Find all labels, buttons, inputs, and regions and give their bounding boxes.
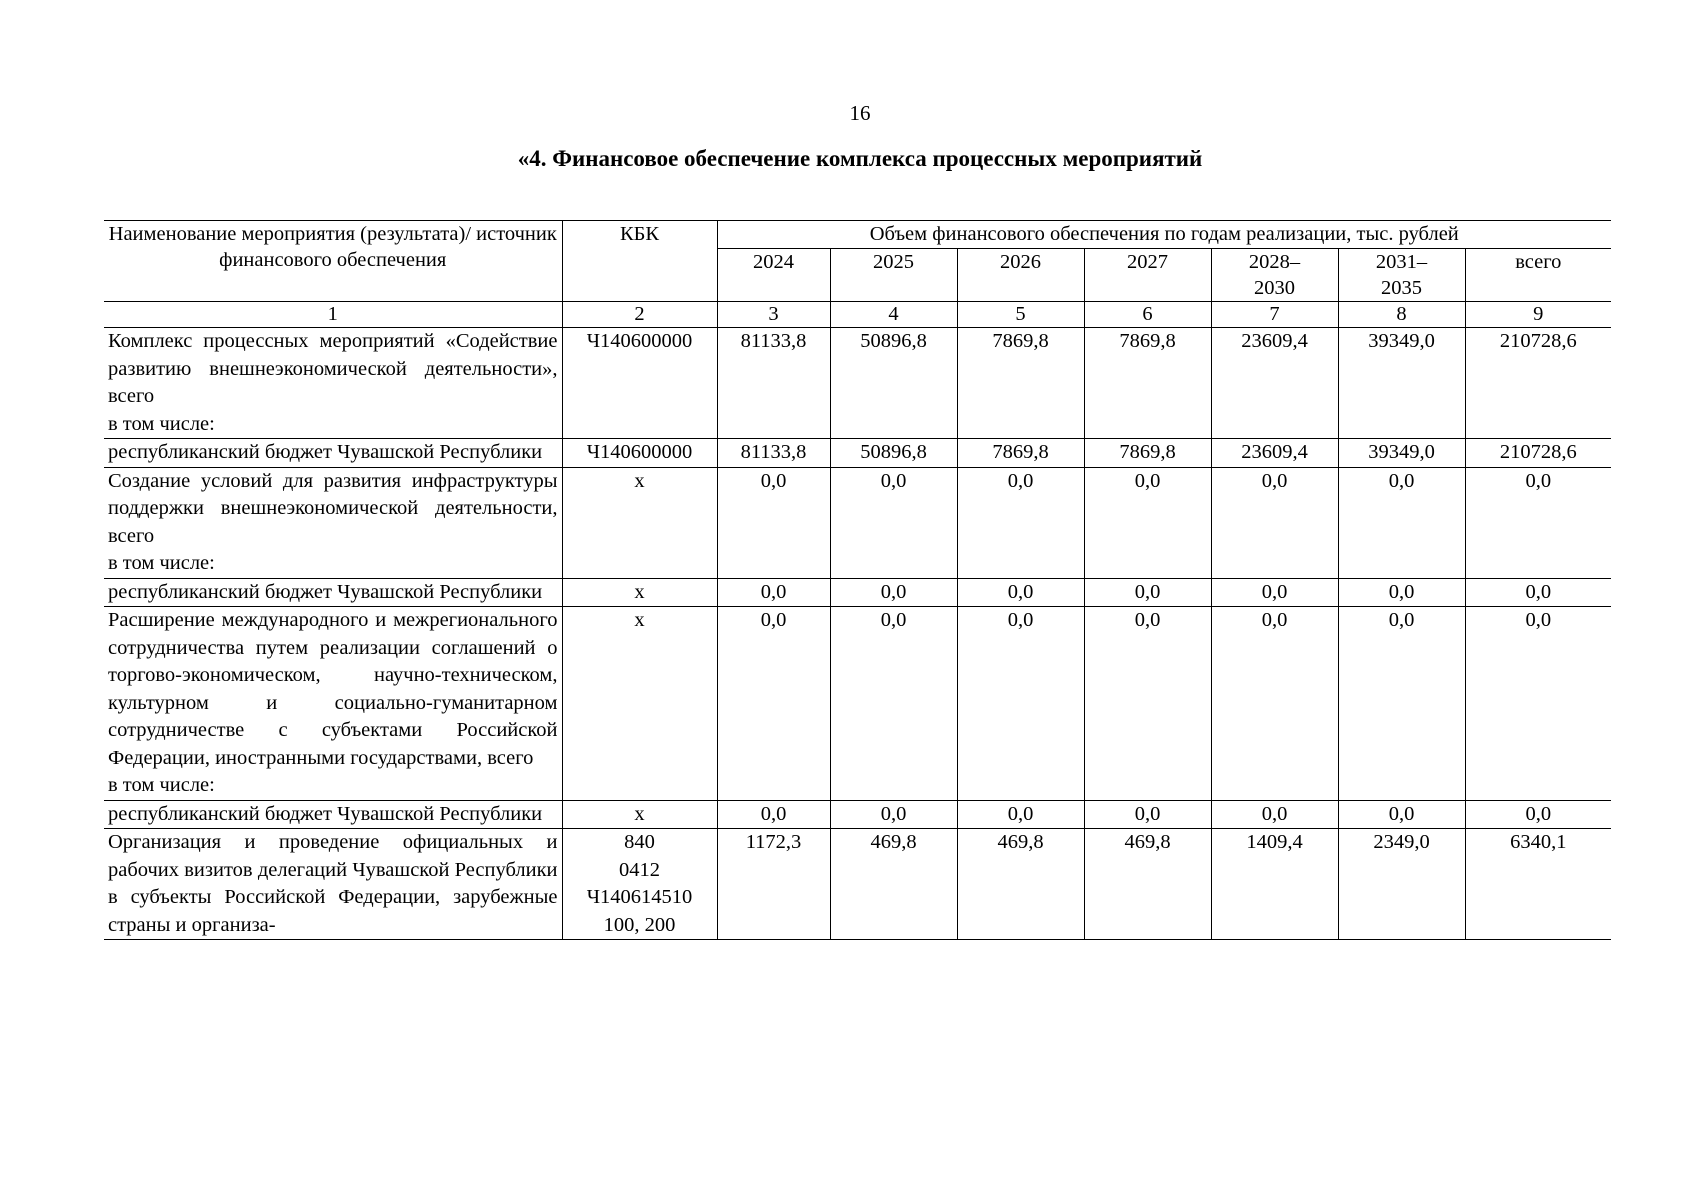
table-row: [104, 578, 1611, 607]
row-kbk: х: [634, 609, 645, 631]
row-value: 81133,8: [717, 439, 830, 468]
row-name: республиканский бюджет Чувашской Республики: [108, 580, 543, 603]
header-total: всего: [1465, 249, 1611, 302]
row-value: 50896,8: [830, 439, 957, 468]
row-kbk-cell: [562, 800, 717, 829]
row-total: 0,0: [1465, 578, 1611, 607]
row-subnote: в том числе:: [108, 552, 215, 574]
row-value: 0,0: [830, 607, 957, 801]
header-year: 2026: [957, 249, 1084, 302]
row-value: 0,0: [957, 467, 1084, 578]
row-value: 7869,8: [1084, 439, 1211, 468]
row-value: 1172,3: [717, 829, 830, 940]
row-value: 7869,8: [1084, 328, 1211, 439]
row-value: 0,0: [1211, 607, 1338, 801]
row-value: 0,0: [1211, 800, 1338, 829]
row-value: 0,0: [830, 578, 957, 607]
row-value: 39349,0: [1338, 439, 1465, 468]
row-kbk: 840: [624, 831, 655, 853]
header-year: 2025: [830, 249, 957, 302]
row-kbk: х: [634, 469, 645, 492]
row-name-cell: [104, 578, 562, 607]
row-total: 210728,6: [1465, 439, 1611, 468]
row-value: 0,0: [1084, 578, 1211, 607]
row-kbk: Ч140600000: [586, 330, 693, 352]
row-value: 1409,4: [1211, 829, 1338, 940]
row-kbk: Ч140614510: [586, 886, 693, 908]
row-subnote: в том числе:: [108, 774, 215, 796]
column-number: 5: [957, 302, 1084, 328]
column-number: 8: [1338, 302, 1465, 328]
column-number: 2: [562, 302, 717, 328]
row-value: 0,0: [957, 578, 1084, 607]
table-row: [104, 607, 1611, 801]
row-kbk-cell: [562, 467, 717, 578]
row-kbk-cell: [562, 328, 717, 439]
row-total: 0,0: [1465, 607, 1611, 801]
row-value: 0,0: [830, 467, 957, 578]
row-value: 0,0: [717, 800, 830, 829]
column-number: 1: [104, 302, 562, 328]
row-name: Создание условий для развития инфраструктуры поддержки внешнеэкономической деятельности, всего: [108, 469, 558, 547]
row-value: 0,0: [1338, 467, 1465, 578]
row-value: 0,0: [717, 578, 830, 607]
row-name: республиканский бюджет Чувашской Республики: [108, 441, 543, 463]
row-value: 0,0: [1084, 467, 1211, 578]
row-subnote: в том числе:: [108, 412, 215, 435]
row-name: Комплекс процессных мероприятий «Содействие развитию внешнеэкономической деятельности», всего: [108, 330, 558, 407]
row-value: 469,8: [830, 829, 957, 940]
page-number: 16: [849, 101, 871, 125]
row-value: 23609,4: [1211, 328, 1338, 439]
table-row: [104, 439, 1611, 468]
row-name-cell: [104, 829, 562, 940]
column-number: 9: [1465, 302, 1611, 328]
row-value: 0,0: [717, 607, 830, 801]
row-value: 0,0: [1338, 607, 1465, 801]
row-value: 0,0: [957, 607, 1084, 801]
header-kbk: КБК: [562, 221, 717, 302]
header-volume: Объем финансового обеспечения по годам реализации, тыс. рублей: [717, 221, 1611, 249]
row-total: 210728,6: [1465, 328, 1611, 439]
row-kbk-cell: [562, 578, 717, 607]
row-value: 81133,8: [717, 328, 830, 439]
row-total: 0,0: [1465, 800, 1611, 829]
row-name: Расширение международного и межрегионального сотрудничества путем реализации соглашений о торгово-экономическом, научно-техническом, культурном и социально-гуманитарном сотрудничестве с субъектами Российской Федерации, иностранными государствами, всего: [108, 609, 558, 769]
row-value: 0,0: [1211, 578, 1338, 607]
row-kbk-cell: [562, 829, 717, 940]
row-value: 0,0: [717, 467, 830, 578]
row-name-cell: [104, 467, 562, 578]
row-kbk: 100, 200: [603, 913, 676, 936]
section-title: «4. Финансовое обеспечение комплекса процессных мероприятий: [517, 146, 1203, 171]
row-name: Организация и проведение официальных и рабочих визитов делегаций Чувашской Республики в субъекты Российской Федерации, зарубежные страны и организа-: [108, 831, 558, 936]
row-value: 7869,8: [957, 328, 1084, 439]
column-number: 6: [1084, 302, 1211, 328]
header-year: 2027: [1084, 249, 1211, 302]
header-row: [104, 221, 1611, 249]
row-value: 50896,8: [830, 328, 957, 439]
column-number: 3: [717, 302, 830, 328]
row-value: 23609,4: [1211, 439, 1338, 468]
row-name: республиканский бюджет Чувашской Республики: [108, 802, 543, 825]
table-row: [104, 829, 1611, 940]
row-value: 469,8: [1084, 829, 1211, 940]
row-kbk: 0412: [619, 858, 660, 881]
row-kbk: Ч140600000: [586, 441, 693, 463]
row-name-cell: [104, 328, 562, 439]
column-number: 4: [830, 302, 957, 328]
row-value: 7869,8: [957, 439, 1084, 468]
row-kbk: х: [634, 580, 645, 603]
row-kbk-cell: [562, 607, 717, 801]
row-total: 6340,1: [1465, 829, 1611, 940]
column-numbers-row: [104, 302, 1611, 328]
row-value: 0,0: [1084, 800, 1211, 829]
row-value: 0,0: [1338, 800, 1465, 829]
row-name-cell: [104, 439, 562, 468]
table-row: [104, 467, 1611, 578]
row-value: 0,0: [1338, 578, 1465, 607]
table-row: [104, 800, 1611, 829]
column-number: 7: [1211, 302, 1338, 328]
row-value: 0,0: [1211, 467, 1338, 578]
header-year: 2031–2035: [1338, 249, 1465, 302]
row-total: 0,0: [1465, 467, 1611, 578]
row-value: 0,0: [1084, 607, 1211, 801]
row-name-cell: [104, 607, 562, 801]
row-value: 469,8: [957, 829, 1084, 940]
financing-table: [104, 220, 1611, 940]
row-value: 0,0: [830, 800, 957, 829]
table-row: [104, 328, 1611, 439]
header-year: 2028–2030: [1211, 249, 1338, 302]
row-value: 2349,0: [1338, 829, 1465, 940]
header-name: Наименование мероприятия (результата)/ источник финансового обеспечения: [104, 221, 562, 302]
row-value: 0,0: [957, 800, 1084, 829]
row-kbk: х: [634, 802, 645, 825]
row-value: 39349,0: [1338, 328, 1465, 439]
row-kbk-cell: [562, 439, 717, 468]
row-name-cell: [104, 800, 562, 829]
header-year: 2024: [717, 249, 830, 302]
